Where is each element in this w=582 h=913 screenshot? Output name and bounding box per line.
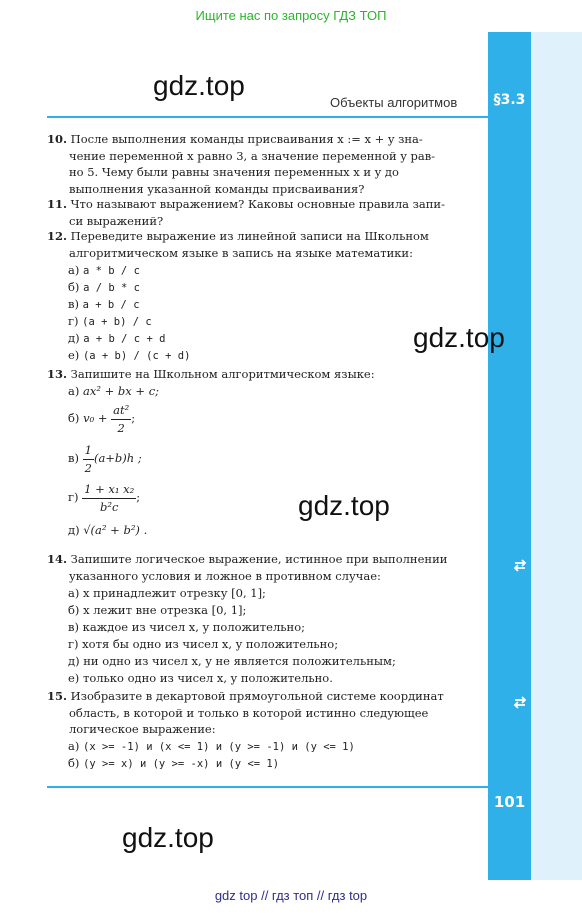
option-text: x лежит вне отрезка [0, 1]; [83,603,247,617]
q13-option-d [68,481,140,515]
question-12 [47,228,489,261]
question-14 [47,551,489,584]
option-text: только одно из чисел x, y положительно. [82,671,333,685]
page-side-stripe [488,32,531,880]
option-text: x принадлежит отрезку [0, 1]; [83,586,266,600]
footer-rule [47,786,488,788]
q12-option [68,296,140,314]
option-label: е) [68,348,80,362]
fraction-denominator: b²c [100,499,119,514]
q13-option-a [68,383,159,400]
q12-option [68,330,165,348]
q14-option [68,670,333,687]
q10-line: но 5. Чему были равны значения переменных x и y до [69,165,399,179]
question-number: 15. [47,689,68,703]
option-label: д) [68,523,80,537]
swap-arrows-icon[interactable] [510,555,530,575]
q14-option [68,585,266,602]
q15-option [68,738,355,756]
q13-option-c [68,442,142,476]
fraction-numerator: 1 [83,442,94,460]
swap-arrows-icon-glyph [510,692,530,712]
math-expression: ax² + bx + c; [83,384,160,398]
q11-line: Что называют выражением? Каковы основные правила запи- [70,197,445,211]
q14-line: указанного условия и ложное в противном случае: [69,568,381,583]
fraction-denominator: 2 [84,460,92,475]
question-number: 11. [47,197,68,211]
q14-option [68,619,305,636]
header-rule [47,116,488,118]
q14-option [68,636,338,653]
watermark: gdz.top [153,70,245,101]
q15-line: Изобразите в декартовой прямоугольной системе координат [70,689,444,703]
promo-banner: Ищите нас по запросу ГДЗ ТОП [195,8,387,23]
option-expression: a + b / c [82,299,140,311]
q13-option-b [68,402,135,436]
option-label: б) [68,411,80,425]
option-expression: (a + b) / c [82,316,152,328]
q14-option [68,653,396,670]
q12-option [68,262,140,280]
option-label: г) [68,490,79,504]
option-label: б) [68,756,80,770]
option-label: в) [68,451,79,465]
question-13 [47,366,489,383]
fraction-numerator: 1 + x₁ x₂ [82,481,136,499]
option-label: д) [68,331,80,345]
watermark: gdz.top [122,822,214,853]
option-expression: (y >= x) и (y >= -x) и (y <= 1) [83,758,280,770]
option-label: б) [68,280,80,294]
q11-line: си выражений? [69,213,164,228]
math-term: v₀ + [83,411,108,425]
q14-line: Запишите логическое выражение, истинное при выполнении [70,552,448,566]
option-expression: (a + b) / (c + d) [82,350,191,362]
swap-arrows-icon-glyph [510,555,530,575]
question-number: 12. [47,229,68,243]
footer-links[interactable]: gdz top // гдз топ // гдз top [214,888,368,903]
q10-line: выполнения указанной команды присваивания? [69,181,365,196]
math-term: ; [136,490,141,504]
q12-option [68,313,152,331]
option-text: хотя бы одно из чисел x, y положительно; [82,637,339,651]
q15-line: логическое выражение: [69,722,216,736]
math-term: (a+b)h ; [93,451,142,465]
watermark: gdz.top [298,490,390,521]
option-label: а) [68,263,80,277]
option-expression: a * b / c [83,265,140,277]
question-number: 10. [47,132,68,146]
fraction-denominator: 2 [117,420,125,435]
option-label: д) [68,654,80,668]
option-expression: (x >= -1) и (x <= 1) и (y >= -1) и (y <= 1) [83,741,355,753]
option-label: г) [68,637,79,651]
math-expression: √(a² + b²) . [83,523,148,537]
option-expression: a / b * c [83,282,140,294]
q10-line: После выполнения команды присваивания x := x + y зна- [70,132,423,146]
question-11 [47,196,489,229]
q12-line: алгоритмическом языке в запись на языке математики: [69,245,413,260]
q15-line: область, в которой и только в которой истинно следующее [69,705,429,720]
option-label: а) [68,586,80,600]
question-15 [47,688,489,738]
math-fraction [111,402,131,436]
q10-line: чение переменной x равно 3, а значение переменной y рав- [69,148,436,163]
option-expression: a + b / c + d [83,333,166,345]
page-header-title: Объекты алгоритмов [330,95,458,110]
q13-line: Запишите на Школьном алгоритмическом языке: [70,367,375,381]
math-fraction [83,442,94,476]
option-label: е) [68,671,80,685]
q12-line: Переведите выражение из линейной записи на Школьном [70,229,429,243]
math-term: ; [131,411,136,425]
question-number: 13. [47,367,68,381]
option-text: ни одно из чисел x, y не является положительным; [83,654,396,668]
option-label: в) [68,620,79,634]
watermark: gdz.top [413,322,505,353]
option-label: в) [68,297,79,311]
q13-option-e [68,522,147,539]
swap-arrows-icon[interactable] [510,692,530,712]
question-number: 14. [47,552,68,566]
page-side-margin [531,32,582,880]
option-label: г) [68,314,79,328]
option-label: б) [68,603,80,617]
page-number: 101 [493,793,526,811]
math-fraction [82,481,136,515]
fraction-numerator: at² [111,402,131,420]
option-label: а) [68,384,80,398]
option-text: каждое из чисел x, y положительно; [82,620,305,634]
q12-option [68,347,190,365]
q14-option [68,602,246,619]
question-10 [47,131,489,197]
q15-option [68,755,279,773]
q12-option [68,279,140,297]
option-label: а) [68,739,80,753]
section-badge: §3.3 [493,92,526,108]
